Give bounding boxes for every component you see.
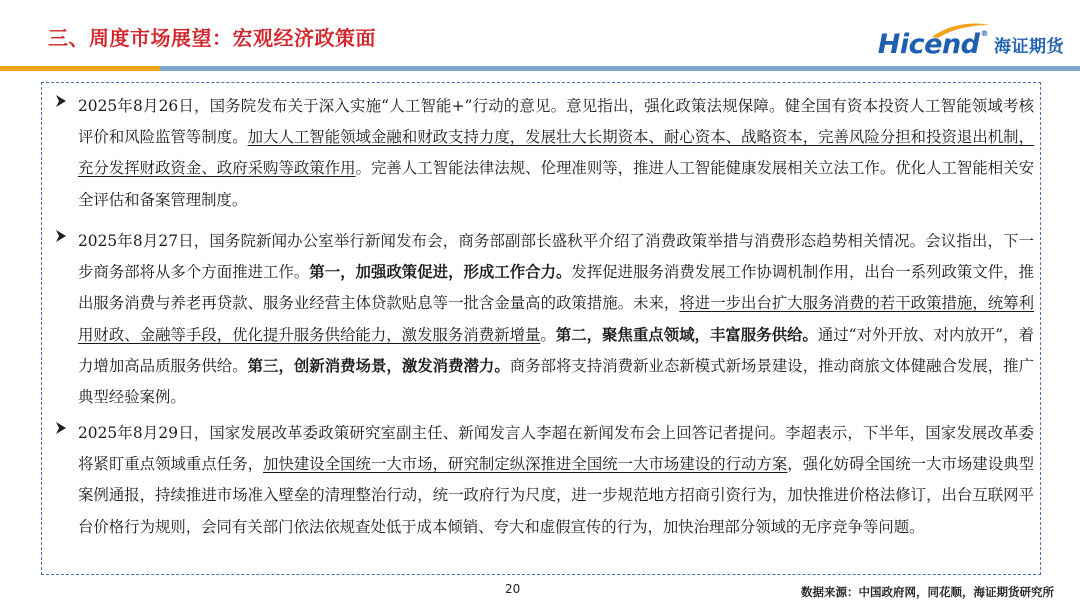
arrow-bullet-icon — [54, 94, 68, 108]
data-source-note: 数据来源：中国政府网，同花顺，海证期货研究所 — [801, 585, 1054, 599]
paragraph-text: 通过“对外开放、对内放开”，着力增加高品质服务供给。 — [78, 325, 1034, 375]
bullet-item — [54, 91, 1034, 216]
underlined-text: 加快建设全国统一大市场，研究制定纵深推进全国统一大市场建设的行动方案 — [263, 455, 788, 474]
header-bar-orange — [0, 66, 160, 71]
bold-highlight-text: 第三，创新消费场景，激发消费潜力。 — [247, 356, 510, 375]
bullet-paragraph — [54, 91, 1034, 216]
header-divider-bar — [0, 66, 1080, 71]
paragraph-text: 商务部将支持消费新业态新模式新场景建设，推动商旅文体健融合发展，推广典型经验案例。 — [78, 356, 1034, 407]
bullet-item — [54, 418, 1034, 543]
paragraph-text: 2025年8月27日，国务院新闻办公室举行新闻发布会，商务部副部长盛秋平介绍了消费政策举措与消费形态趋势相关情况。会议指出，下一步商务部将从多个方面推进工作。 — [78, 232, 1034, 282]
slide-title: 三、周度市场展望：宏观经济政策面 — [48, 26, 376, 50]
underlined-text: 将进一步出台扩大服务消费的若干政策措施，统筹利用财政、金融等手段，优化提升服务供给能力，激发服务消费新增量 — [78, 294, 1034, 344]
company-logo — [878, 24, 1064, 64]
underlined-text: 加大人工智能领域金融和财政支持力度，发展壮大长期资本、耐心资本、战略资本，完善风险分担和投资退出机制，充分发挥财政资金、政府采购等政策作用 — [78, 128, 1034, 178]
bullet-paragraph — [54, 418, 1034, 543]
logo-swoosh-icon — [930, 21, 992, 39]
paragraph-text: 发挥促进服务消费发展工作协调机制作用，出台一系列政策文件，推出服务消费与养老再贷款、服务业经营主体贷款贴息等一批含金量高的政策措施。未来， — [78, 263, 1034, 313]
paragraph-text: ，强化妨碍全国统一大市场建设典型案例通报，持续推进市场准入壁垒的清理整治行动，统一政府行为尺度，进一步规范地方招商引资行为，加快推进价格法修订，出台互联网平台价格行为规则，会同有关部门依法依规查处低于成本倾销、夸大和虚假宣传的行为，加快治理部分领域的无序竞争等问题。 — [78, 455, 1034, 536]
bold-highlight-text: 第一，加强政策促进，形成工作合力。 — [309, 263, 572, 282]
arrow-bullet-icon — [54, 421, 68, 435]
page-number: 20 — [505, 582, 521, 596]
paragraph-text: 。 — [540, 325, 556, 344]
content-box — [41, 82, 1041, 575]
bold-highlight-text: 第二，聚焦重点领域，丰富服务供给。 — [555, 325, 818, 344]
logo-registered-mark: ® — [980, 28, 988, 38]
logo-wordmark — [878, 29, 988, 60]
bullet-item — [54, 226, 1034, 413]
logo-text-cn: 海证期货 — [994, 36, 1064, 57]
arrow-bullet-icon — [54, 229, 68, 243]
paragraph-text: 2025年8月29日，国家发展改革委政策研究室副主任、新闻发言人李超在新闻发布会上回答记者提问。李超表示，下半年，国家发展改革委将紧盯重点领域重点任务， — [78, 424, 1034, 474]
paragraph-text: 。完善人工智能法律法规、伦理准则等，推进人工智能健康发展相关立法工作。优化人工智能相关安全评估和备案管理制度。 — [78, 159, 1034, 209]
bullet-paragraph — [54, 226, 1034, 413]
logo-text-en: Hicend — [877, 28, 980, 60]
paragraph-text: 2025年8月26日，国务院发布关于深入实施“人工智能+”行动的意见。意见指出，强化政策法规保障。健全国有资本投资人工智能领域考核评价和风险监管等制度。 — [78, 97, 1034, 147]
header-bar-blue — [160, 66, 1080, 71]
